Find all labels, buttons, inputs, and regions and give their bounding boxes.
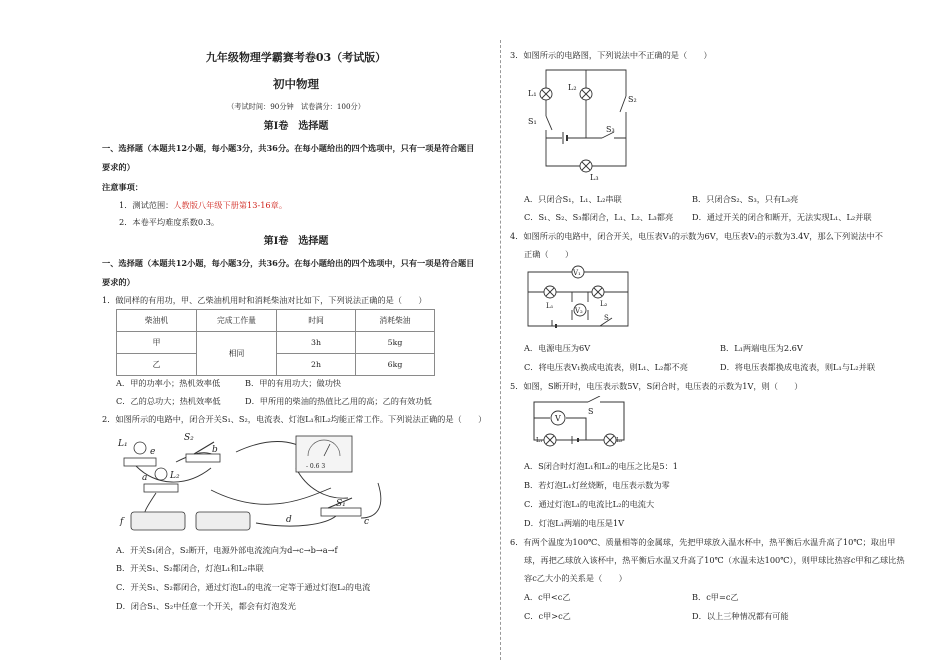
section-intro-line1: 一、选择题（本题共12小题，每小题3分，共36分。在每小题给出的四个选项中，只有一项是符合题目: [102, 143, 475, 153]
table-cell: 5kg: [356, 332, 435, 354]
battery-icon: [131, 512, 250, 530]
q4-stem-line1: 4．如图所示的电路中，闭合开关，电压表V₁的示数为6V，电压表V₂的示数为3.4V，那么下列说法中不: [510, 231, 883, 241]
q5-circuit-figure: [526, 396, 632, 448]
figure-label: L₂: [616, 437, 623, 444]
figure-label: L₁: [528, 89, 537, 98]
q6-stem-line1: 6．有两个温度为100℃、质量相等的金属球，先把甲球放入温水杯中，热平衡后水温升高了10℃；取出甲: [510, 537, 896, 547]
q3-option-d: D．通过开关的闭合和断开，无法实现L₁、L₂并联: [692, 212, 872, 222]
figure-label: S: [604, 314, 609, 322]
column-divider: [500, 40, 501, 660]
figure-label: c: [364, 517, 370, 527]
q6-stem-line2: 球，再把乙球放入该杯中，热平衡后水温又升高了10℃（水温未达100℃），则甲球比热容c甲和乙球比热: [524, 555, 905, 565]
q2-option-c: C．开关S₁、S₂都闭合，通过灯泡L₁的电流一定等于通过灯泡L₂的电流: [116, 582, 371, 592]
q6-stem-line3: 容c乙大小的关系是（ ）: [524, 573, 627, 583]
figure-label: S₂: [184, 433, 194, 443]
q3-option-c: C．S₁、S₂、S₃都闭合，L₁、L₂、L₃都亮: [524, 212, 674, 222]
exam-subject: 初中物理: [273, 77, 319, 91]
q5-stem: 5．如图，S断开时，电压表示数5V，S闭合时，电压表的示数为1V，则（ ）: [510, 381, 803, 391]
q1-option-c: C．乙的总功大；热机效率低: [116, 396, 221, 406]
q2-option-a: A．开关S₁闭合，S₂断开，电源外部电流流向为d→c→b→a→f: [116, 545, 338, 555]
q5-option-d: D．灯泡L₁两端的电压是1V: [524, 518, 625, 528]
q4-option-a: A．电源电压为6V: [524, 343, 591, 353]
section2-intro-line1: 一、选择题（本题共12小题，每小题3分，共36分。在每小题给出的四个选项中，只有一项是符合题目: [102, 258, 475, 268]
table-cell: 甲: [117, 332, 197, 354]
q2-option-b: B．开关S₁、S₂都闭合，灯泡L₁和L₂串联: [116, 563, 264, 573]
figure-label: b: [212, 445, 218, 455]
q3-stem: 3．如图所示的电路图，下列说法中不正确的是（ ）: [510, 50, 712, 60]
figure-label: f: [120, 517, 124, 527]
figure-label: a: [142, 473, 148, 483]
q3-circuit-figure: [528, 62, 648, 182]
figure-label: S₃: [606, 125, 615, 134]
table-cell: 乙: [117, 354, 197, 376]
q6-option-d: D．以上三种情况都有可能: [692, 611, 789, 621]
q5-option-a: A．S闭合时灯泡L₁和L₂的电压之比是5：1: [524, 461, 679, 471]
q6-option-c: C．c甲>c乙: [524, 611, 571, 621]
figure-label: L₁: [118, 439, 128, 449]
figure-label: L₁: [546, 302, 554, 310]
table-header-cell: 完成工作量: [197, 310, 277, 332]
q4-stem-line2: 正确（ ）: [524, 249, 574, 259]
section2-intro-line2: 要求的）: [102, 277, 135, 287]
q3-option-a: A．只闭合S₁，L₁、L₂串联: [524, 194, 622, 204]
q3-option-b: B．只闭合S₂、S₃，只有L₃亮: [692, 194, 799, 204]
figure-label: S₂: [628, 95, 637, 104]
battery-icon: [562, 132, 568, 144]
figure-label: L₂: [600, 300, 608, 308]
note-2: 2．本卷平均难度系数0.3。: [119, 217, 220, 227]
figure-label: V: [555, 414, 561, 423]
figure-label: V₂: [575, 307, 583, 315]
q4-option-b: B．L₁两端电压为2.6V: [720, 343, 803, 353]
figure-label: d: [286, 515, 292, 525]
notes-title: 注意事项：: [102, 182, 143, 192]
q5-option-c: C．通过灯泡L₁的电流比L₂的电流大: [524, 499, 655, 509]
figure-label: L₃: [590, 173, 599, 182]
table-cell: 2h: [277, 354, 356, 376]
note-1: [119, 200, 287, 211]
figure-label: S₁: [528, 117, 537, 126]
q1-option-a: A．甲的功率小；热机效率低: [116, 378, 221, 388]
figure-label: S₁: [336, 499, 346, 509]
table-header-row: [117, 310, 435, 332]
figure-label: L₁: [536, 437, 543, 444]
q2-option-d: D．闭合S₁、S₂中任意一个开关，都会有灯泡发光: [116, 601, 296, 611]
figure-label: S: [588, 407, 594, 416]
note-1-prefix: 1．测试范围：: [119, 200, 174, 210]
table-header-cell: 柴油机: [117, 310, 197, 332]
figure-label: V₁: [573, 269, 581, 277]
q2-circuit-figure: [116, 428, 406, 538]
q4-circuit-figure: [522, 262, 638, 332]
q4-option-c: C．将电压表V₁换成电流表，则L₁、L₂都不亮: [524, 362, 688, 372]
q4-option-d: D．将电压表都换成电流表，则L₁与L₂并联: [720, 362, 876, 372]
table-cell: 3h: [277, 332, 356, 354]
exam-meta: （考试时间：90分钟 试卷满分：100分）: [227, 102, 365, 111]
figure-label: e: [150, 447, 156, 457]
section-heading-2: 第Ⅰ卷 选择题: [263, 236, 329, 247]
q6-option-b: B．c甲=c乙: [692, 592, 739, 602]
q1-stem: 1．做同样的有用功，甲、乙柴油机用时和消耗柴油对比如下，下列说法正确的是（ ）: [102, 295, 427, 305]
figure-label: - 0.6 3: [306, 463, 326, 470]
note-1-range: 人教版八年级下册第13-16章。: [173, 200, 288, 210]
figure-label: L₂: [170, 471, 180, 481]
q2-stem: 2．如图所示的电路中，闭合开关S₁、S₂，电流表、灯泡L₁和L₂均能正常工作。下列说法正确的是（ ）: [102, 414, 487, 424]
q1-option-d: D．甲所用的柴油的热值比乙用的高；乙的有效功低: [245, 396, 432, 406]
section-heading: 第Ⅰ卷 选择题: [263, 121, 329, 132]
table-cell-merged: 相同: [197, 332, 277, 376]
table-header-cell: 时间: [277, 310, 356, 332]
table-row: [117, 332, 435, 354]
section-intro-line2: 要求的）: [102, 162, 135, 172]
q1-table: [116, 309, 435, 376]
table-header-cell: 消耗柴油: [356, 310, 435, 332]
table-cell: 6kg: [356, 354, 435, 376]
exam-title: 九年级物理学霸赛考卷03（考试版）: [205, 51, 387, 64]
q5-option-b: B．若灯泡L₁灯丝烧断，电压表示数为零: [524, 480, 670, 490]
q6-option-a: A．c甲<c乙: [524, 592, 571, 602]
figure-label: L₂: [568, 83, 577, 92]
q1-option-b: B．甲的有用功大；做功快: [245, 378, 342, 388]
